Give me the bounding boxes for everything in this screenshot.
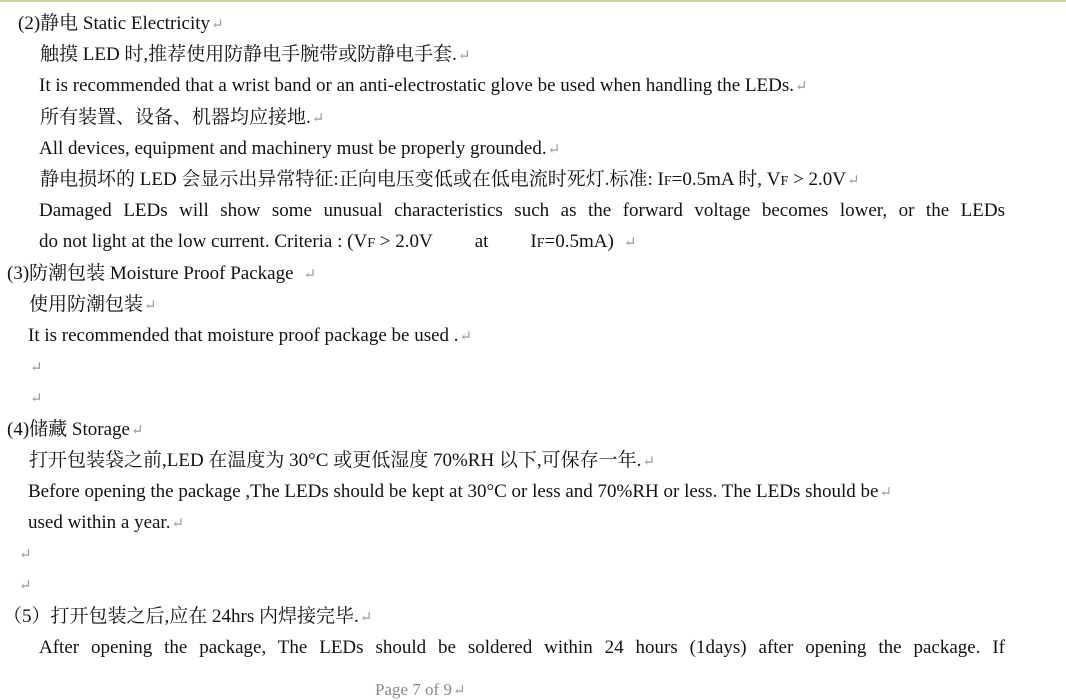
paragraph-mark: ↵ bbox=[795, 79, 808, 95]
section-heading-moisture: (3)防潮包装 Moisture Proof Package ↵ bbox=[7, 263, 317, 284]
static-instruction-en: It is recommended that a wrist band or an anti-electrostatic glove be used when handling the LEDs.↵ bbox=[39, 75, 808, 96]
paragraph-mark: ↵ bbox=[847, 173, 860, 189]
paragraph-mark: ↵ bbox=[130, 423, 144, 439]
header-rule bbox=[0, 0, 1066, 2]
storage-en-line1: Before opening the package ,The LEDs should be kept at 30°C or less and 70%RH or less. The LEDs should be↵ bbox=[28, 481, 893, 502]
paragraph-mark: ↵ bbox=[459, 329, 473, 345]
damage-criteria-cn: 静电损坏的 LED 会显示出异常特征:正向电压变低或在低电流时死灯.标准: IF=0.5mA 时, VF > 2.0V↵ bbox=[40, 169, 860, 190]
section-heading-static: (2)静电 Static Electricity↵ bbox=[18, 13, 224, 34]
section-heading-after-opening: （5）打开包装之后,应在 24hrs 内焊接完毕.↵ bbox=[3, 606, 373, 627]
paragraph-mark: ↵ bbox=[19, 547, 32, 563]
grounding-cn: 所有装置、设备、机器均应接地.↵ bbox=[40, 107, 325, 128]
after-opening-en: After opening the package, The LEDs should be soldered within 24 hours (1days) after opening the package. If bbox=[39, 637, 1005, 658]
damage-description-en: Damaged LEDs will show some unusual characteristics such as the forward voltage becomes lower, or the LEDs bbox=[39, 200, 1005, 221]
paragraph-mark: ↵ bbox=[303, 267, 317, 283]
empty-paragraph bbox=[18, 543, 32, 566]
paragraph-mark: ↵ bbox=[211, 17, 224, 33]
paragraph-mark: ↵ bbox=[311, 111, 325, 127]
storage-en-line2: used within a year.↵ bbox=[28, 512, 185, 533]
empty-paragraph bbox=[29, 387, 43, 410]
paragraph-mark: ↵ bbox=[457, 48, 471, 64]
section-heading-storage: (4)储藏 Storage↵ bbox=[7, 419, 144, 440]
paragraph-mark: ↵ bbox=[642, 454, 656, 470]
paragraph-mark: ↵ bbox=[547, 142, 561, 158]
storage-cn: 打开包装袋之前,LED 在温度为 30°C 或更低湿度 70%RH 以下,可保存一年.↵ bbox=[29, 450, 656, 471]
grounding-en: All devices, equipment and machinery must be properly grounded.↵ bbox=[39, 138, 561, 159]
paragraph-mark: ↵ bbox=[30, 360, 43, 376]
empty-paragraph bbox=[29, 356, 43, 379]
moisture-en: It is recommended that moisture proof package be used .↵ bbox=[28, 325, 473, 346]
damage-criteria-en: do not light at the low current. Criteria : (VF > 2.0V at IF=0.5mA) ↵ bbox=[39, 231, 637, 252]
paragraph-mark: ↵ bbox=[623, 235, 637, 251]
empty-paragraph bbox=[18, 574, 32, 597]
paragraph-mark: ↵ bbox=[30, 391, 43, 407]
moisture-cn: 使用防潮包装↵ bbox=[29, 294, 157, 315]
paragraph-mark: ↵ bbox=[144, 298, 157, 314]
paragraph-mark: ↵ bbox=[171, 516, 185, 532]
paragraph-mark: ↵ bbox=[19, 578, 32, 594]
paragraph-mark: ↵ bbox=[359, 610, 373, 626]
static-instruction-cn: 触摸 LED 时,推荐使用防静电手腕带或防静电手套.↵ bbox=[40, 44, 471, 65]
paragraph-mark: ↵ bbox=[879, 485, 893, 501]
page-number: Page 7 of 9↵ bbox=[375, 680, 466, 699]
paragraph-mark: ↵ bbox=[452, 683, 466, 699]
